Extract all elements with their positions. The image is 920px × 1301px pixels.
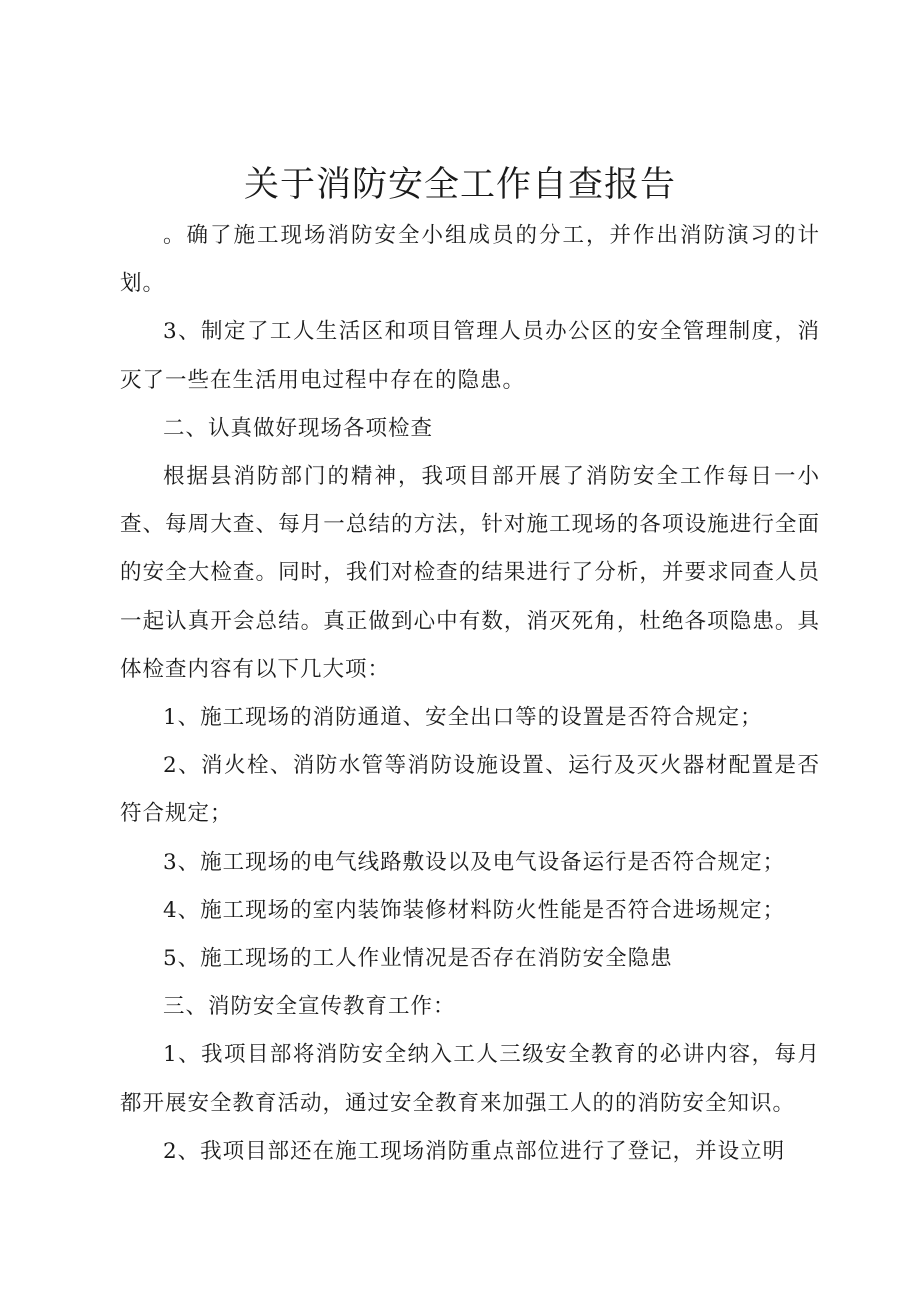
list-item: 2、我项目部还在施工现场消防重点部位进行了登记，并设立明 (163, 1138, 786, 1164)
list-item: 1、施工现场的消防通道、安全出口等的设置是否符合规定； (163, 705, 763, 731)
section-heading: 三、消防安全宣传教育工作： (163, 994, 456, 1020)
paragraph: 3、制定了工人生活区和项目管理人员办公区的安全管理制度，消灭了一些在生活用电过程中存在的隐患。 (120, 319, 820, 393)
list-item: 4、施工现场的室内装饰装修材料防火性能是否符合进场规定； (163, 897, 786, 923)
document-title: 关于消防安全工作自查报告 (243, 165, 676, 205)
list-item: 2、消火栓、消防水管等消防设施设置、运行及灭火器材配置是否符合规定； (120, 753, 820, 827)
section-heading: 二、认真做好现场各项检查 (163, 415, 434, 441)
list-item: 1、我项目部将消防安全纳入工人三级安全教育的必讲内容，每月都开展安全教育活动，通过安全教育来加强工人的的消防安全知识。 (120, 1042, 820, 1116)
paragraph: 。确了施工现场消防安全小组成员的分工，并作出消防演习的计划。 (120, 223, 820, 297)
document-body (120, 212, 820, 1176)
paragraph: 根据县消防部门的精神，我项目部开展了消防安全工作每日一小查、每周大查、每月一总结的方法，针对施工现场的各项设施进行全面的安全大检查。同时，我们对检查的结果进行了分析，并要求同查人员一起认真开会总结。真正做到心中有数，消灭死角，杜绝各项隐患。具体检查内容有以下几大项： (120, 464, 820, 682)
list-item: 5、施工现场的工人作业情况是否存在消防安全隐患 (163, 946, 673, 972)
list-item: 3、施工现场的电气线路敷设以及电气设备运行是否符合规定； (163, 849, 786, 875)
